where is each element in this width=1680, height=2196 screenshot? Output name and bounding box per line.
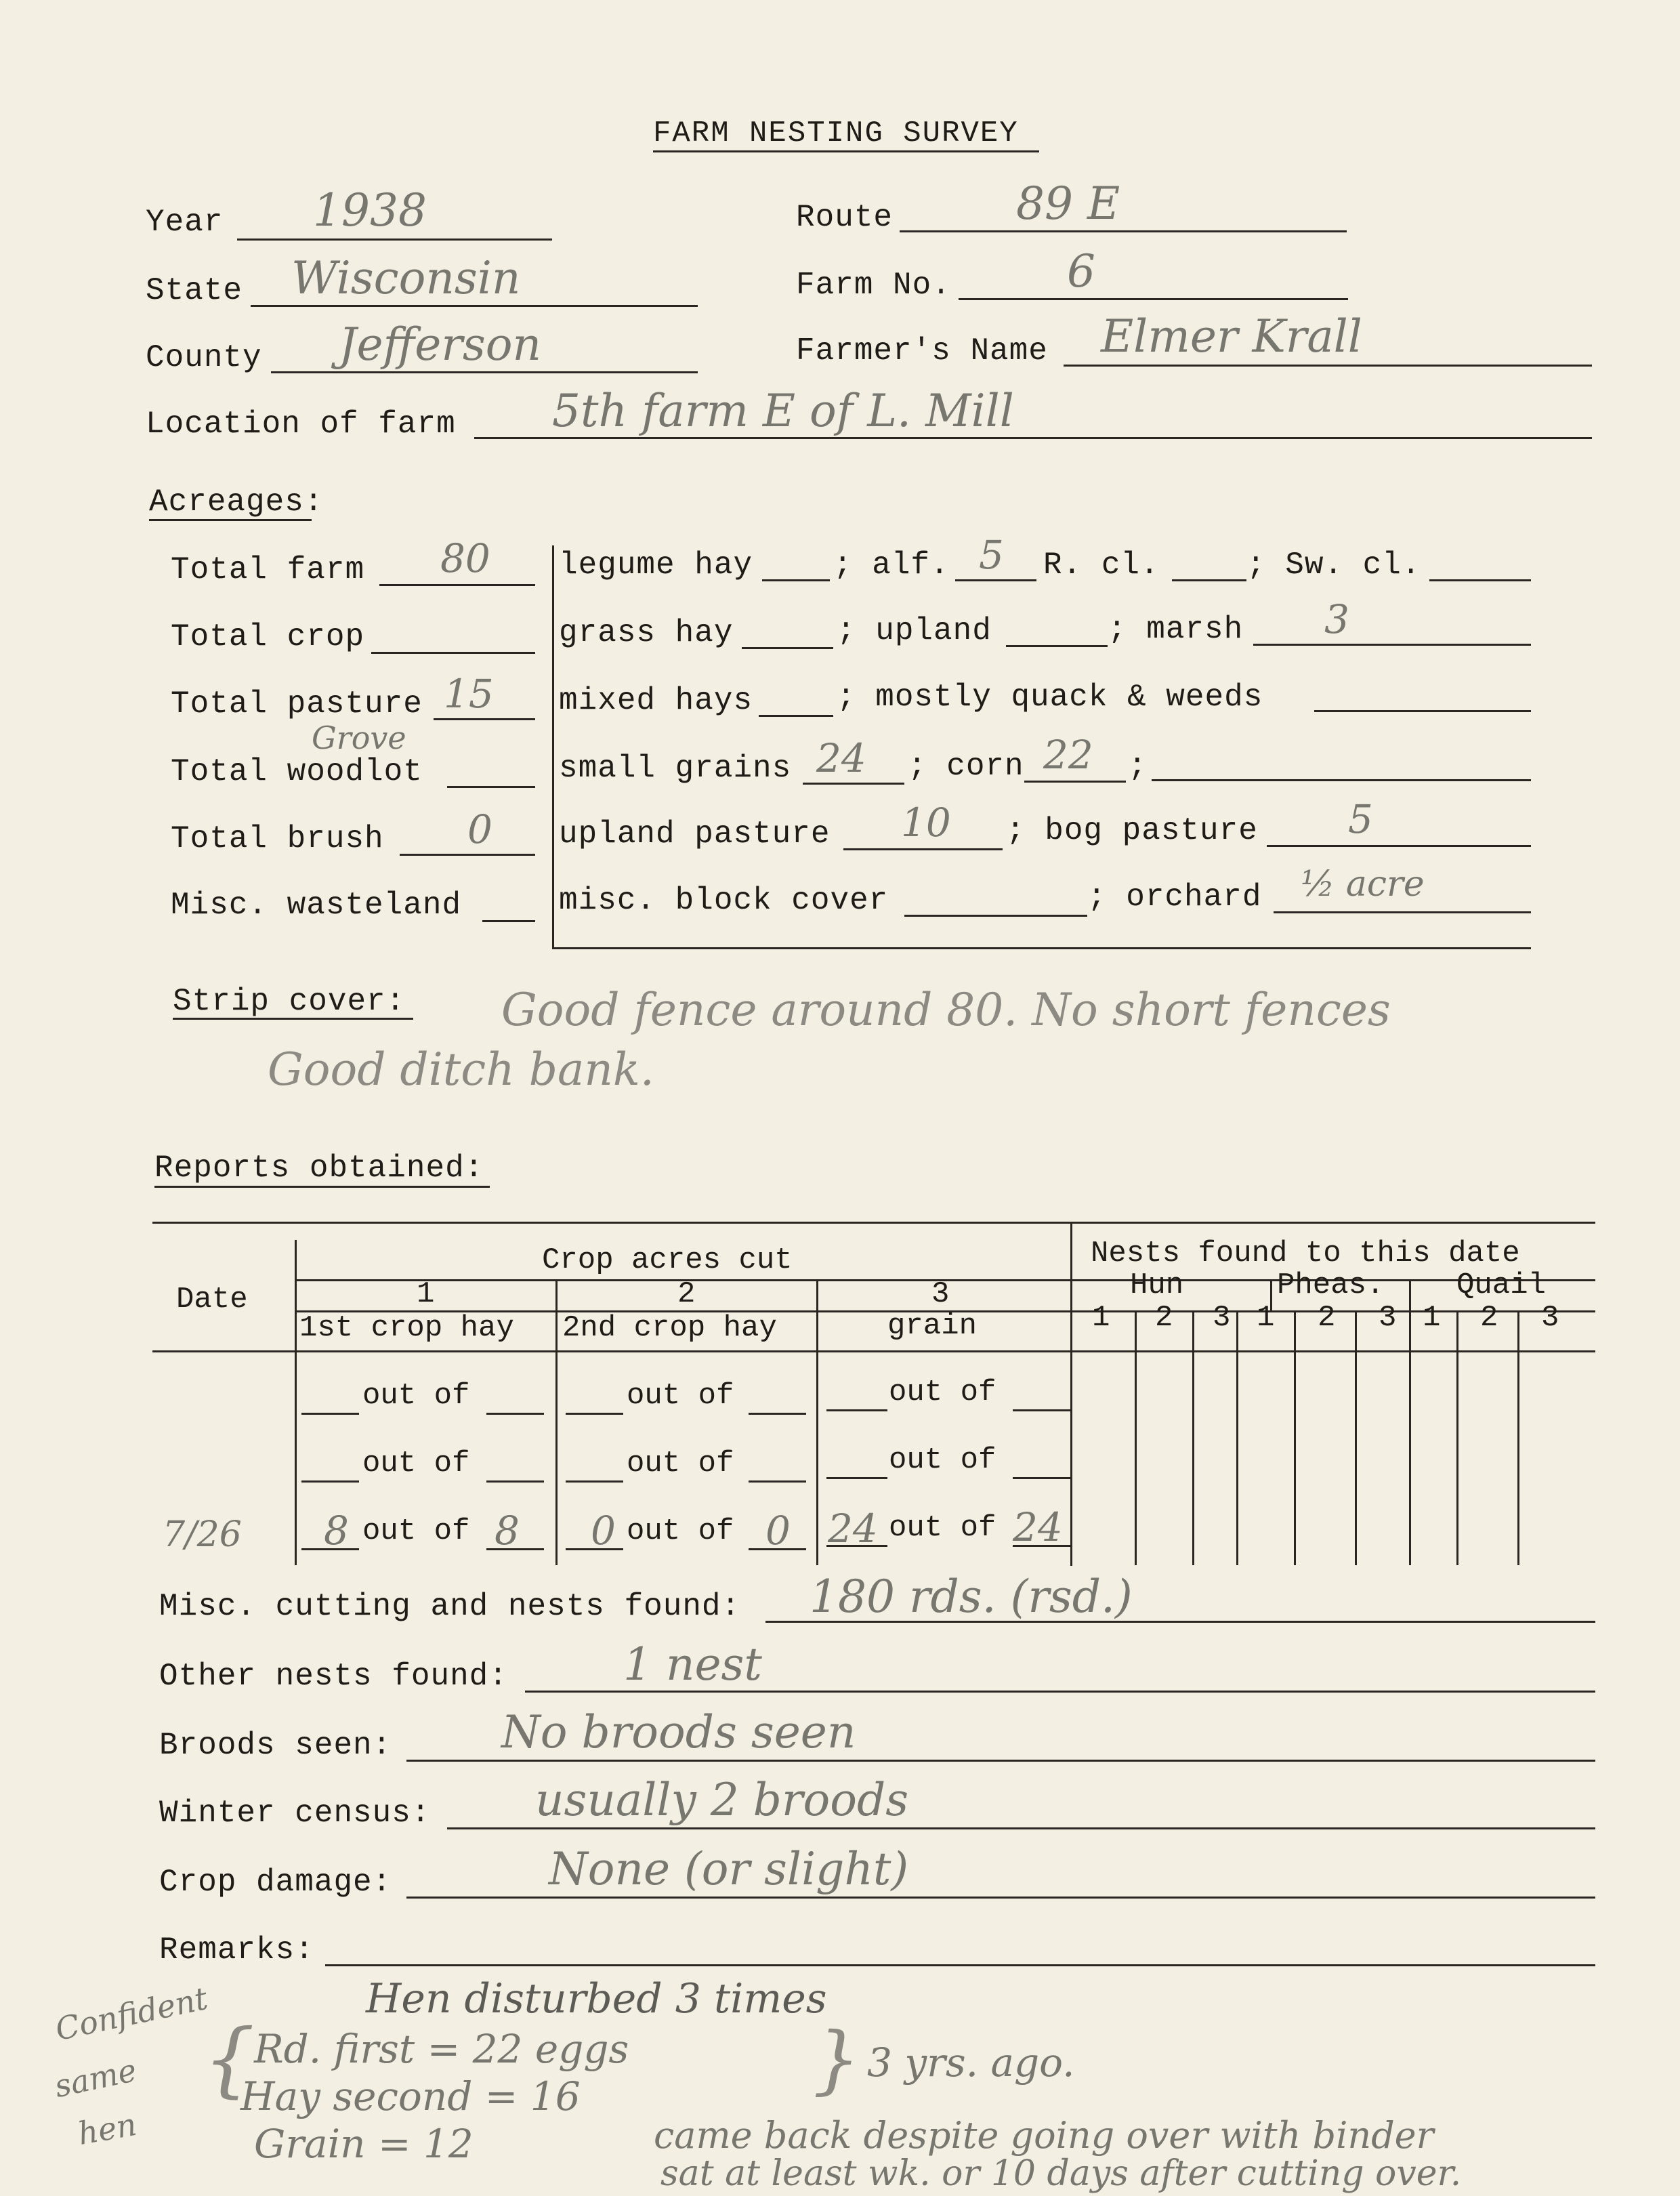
acreage-bottom-line — [552, 947, 1531, 949]
state-label: State — [146, 273, 243, 308]
row3-c2-a: 0 — [591, 1508, 616, 1554]
small-grains-value: 24 — [816, 735, 866, 781]
farmer-line[interactable] — [1064, 365, 1592, 367]
r-cl-label: R. cl. — [1043, 547, 1160, 583]
bog-pasture-label: ; bog pasture — [1006, 813, 1258, 848]
row1-c3-outof: out of — [889, 1375, 996, 1409]
misc-block-label: misc. block cover — [559, 883, 889, 918]
total-brush-value: 0 — [467, 806, 492, 852]
year-label: Year — [146, 205, 224, 240]
row1-c3-b[interactable] — [1013, 1409, 1070, 1411]
nest-col-4 — [1294, 1310, 1296, 1565]
col1-number: 1 — [417, 1277, 435, 1311]
county-label: County — [146, 340, 262, 375]
location-value: 5th farm E of L. Mill — [552, 385, 1014, 437]
mostly-quack-label: ; mostly quack & weeds — [837, 680, 1263, 715]
pheas-header: Pheas. — [1277, 1268, 1385, 1302]
row2-c2-b[interactable] — [749, 1480, 806, 1483]
strip-cover-line1: Good fence around 80. No short fences — [501, 984, 1391, 1036]
location-label: Location of farm — [146, 407, 456, 442]
reports-underline — [154, 1186, 490, 1188]
pheas-quail-divider — [1409, 1279, 1411, 1310]
nest-col-1 — [1135, 1310, 1137, 1565]
woodlot-note: Grove — [312, 720, 406, 756]
row3-date: 7/26 — [163, 1514, 242, 1555]
farm-no-line[interactable] — [959, 298, 1348, 300]
row2-c2-outof: out of — [627, 1447, 734, 1480]
upland-pasture-label: upland pasture — [559, 816, 831, 852]
note-came-back: came back despite going over with binder — [654, 2114, 1434, 2157]
state-value: Wisconsin — [291, 252, 521, 304]
upland-pasture-line[interactable] — [843, 848, 1003, 850]
nest-col-6 — [1409, 1310, 1411, 1565]
row3-c1-a: 8 — [324, 1508, 349, 1554]
margin-note-2: same — [51, 2051, 140, 2105]
sw-cl-line[interactable] — [1429, 579, 1531, 581]
col3-number: 3 — [931, 1277, 950, 1311]
nest-col-8 — [1517, 1310, 1519, 1565]
hun-3: 3 — [1213, 1301, 1231, 1335]
total-pasture-value: 15 — [444, 671, 494, 717]
misc-block-line[interactable] — [904, 915, 1087, 917]
winter-census-value: usually 2 broods — [535, 1774, 909, 1826]
row2-c2-a[interactable] — [566, 1480, 623, 1483]
acreage-divider — [552, 545, 554, 949]
total-farm-value: 80 — [440, 535, 490, 581]
note-hen-disturbed: Hen disturbed 3 times — [366, 1975, 827, 2023]
total-brush-line[interactable] — [400, 854, 535, 856]
quail-header: Quail — [1456, 1268, 1547, 1302]
total-farm-label: Total farm — [171, 552, 365, 587]
farmer-value: Elmer Krall — [1101, 310, 1362, 362]
strip-cover-line2: Good ditch bank. — [268, 1043, 654, 1096]
row2-c3-a[interactable] — [826, 1477, 887, 1479]
header-bottom-line — [152, 1350, 1595, 1352]
route-line[interactable] — [900, 230, 1347, 232]
crop-acres-header: Crop acres cut — [542, 1243, 793, 1277]
row3-c2-outof: out of — [627, 1514, 734, 1548]
nest-col-2 — [1192, 1310, 1194, 1565]
farm-no-value: 6 — [1067, 245, 1095, 297]
col1-name: 1st crop hay — [299, 1311, 514, 1345]
corn-value: 22 — [1043, 732, 1093, 778]
pheas-3: 3 — [1379, 1301, 1397, 1335]
remarks-line[interactable] — [325, 1964, 1595, 1966]
col1-col2-divider — [555, 1279, 558, 1565]
title-underline — [653, 150, 1039, 152]
misc-wasteland-label: Misc. wasteland — [171, 888, 462, 923]
total-woodlot-line[interactable] — [447, 786, 535, 788]
note-rd-first: Rd. first = 22 eggs — [254, 2026, 629, 2072]
reports-heading: Reports obtained: — [154, 1151, 484, 1186]
winter-census-label: Winter census: — [159, 1796, 431, 1831]
total-farm-line[interactable] — [379, 584, 535, 586]
row2-c3-outof: out of — [889, 1443, 996, 1477]
corn-label: ; corn — [908, 749, 1024, 784]
note-yrs-ago: 3 yrs. ago. — [867, 2039, 1075, 2086]
brace-left-icon: { — [203, 2012, 255, 2107]
margin-note-1: Confident — [51, 1979, 211, 2048]
total-pasture-line[interactable] — [434, 718, 535, 720]
grass-hay-label: grass hay — [559, 615, 734, 650]
legume-hay-label: legume hay — [559, 547, 753, 583]
marsh-label: ; marsh — [1108, 612, 1244, 647]
corn-line[interactable] — [1024, 781, 1126, 783]
semicolon: ; — [1128, 749, 1148, 784]
row1-c1-a[interactable] — [301, 1413, 359, 1415]
year-line[interactable] — [237, 239, 552, 241]
row3-c1-outof: out of — [362, 1514, 470, 1548]
upland-pasture-value: 10 — [901, 800, 951, 846]
orchard-value: ½ acre — [1301, 864, 1425, 905]
upland-line[interactable] — [1006, 645, 1108, 647]
row2-c3-b[interactable] — [1013, 1477, 1070, 1479]
strip-cover-underline — [173, 1018, 413, 1020]
crop-damage-value: None (or slight) — [549, 1843, 909, 1895]
broods-value: No broods seen — [501, 1706, 856, 1758]
row1-c2-a[interactable] — [566, 1413, 623, 1415]
other-nests-label: Other nests found: — [159, 1659, 508, 1694]
other-nests-value: 1 nest — [623, 1638, 762, 1691]
total-woodlot-label: Total woodlot — [171, 754, 423, 789]
legume-hay-line[interactable] — [762, 579, 830, 581]
misc-cutting-value: 180 rds. (rsd.) — [810, 1571, 1133, 1623]
remarks-label: Remarks: — [159, 1932, 314, 1968]
orchard-label: ; orchard — [1087, 879, 1262, 915]
date-header: Date — [176, 1283, 248, 1317]
nest-col-5 — [1355, 1310, 1357, 1565]
row2-c1-a[interactable] — [301, 1480, 359, 1483]
broods-label: Broods seen: — [159, 1728, 392, 1763]
row3-c1-b: 8 — [495, 1508, 520, 1554]
r-cl-line[interactable] — [1172, 579, 1246, 581]
alf-label: ; alf. — [833, 547, 950, 583]
strip-cover-label: Strip cover: — [173, 984, 406, 1019]
row1-c2-b[interactable] — [749, 1413, 806, 1415]
bog-pasture-value: 5 — [1348, 796, 1373, 842]
form-title: FARM NESTING SURVEY — [653, 117, 1019, 150]
row1-c2-outof: out of — [627, 1379, 734, 1413]
note-grain: Grain = 12 — [254, 2121, 474, 2167]
row3-c3-b: 24 — [1013, 1504, 1063, 1550]
col3-name: grain — [887, 1309, 978, 1343]
crop-nests-divider — [1070, 1222, 1072, 1566]
winter-census-line[interactable] — [447, 1827, 1595, 1829]
mixed-hays-line[interactable] — [759, 715, 833, 717]
marsh-value: 3 — [1324, 596, 1349, 642]
alf-line[interactable] — [955, 579, 1036, 581]
bog-pasture-line[interactable] — [1267, 845, 1531, 847]
misc-cutting-label: Misc. cutting and nests found: — [159, 1589, 741, 1624]
crop-damage-line[interactable] — [406, 1897, 1595, 1899]
row1-c1-outof: out of — [362, 1379, 470, 1413]
misc-wasteland-line[interactable] — [482, 920, 535, 922]
mixed-hays-label: mixed hays — [559, 683, 753, 718]
row3-c3-a: 24 — [828, 1506, 878, 1552]
nest-col-3 — [1236, 1310, 1238, 1565]
nest-col-7 — [1456, 1310, 1458, 1565]
small-grains-line[interactable] — [803, 783, 904, 785]
row2-c1-outof: out of — [362, 1447, 470, 1480]
note-sat-at-least: sat at least wk. or 10 days after cutting over. — [660, 2153, 1462, 2194]
county-value: Jefferson — [339, 318, 541, 371]
hun-header: Hun — [1130, 1268, 1184, 1302]
total-brush-label: Total brush — [171, 821, 384, 856]
small-grains-label: small grains — [559, 751, 792, 786]
quail-2: 2 — [1480, 1301, 1498, 1335]
mostly-quack-line[interactable] — [1314, 710, 1531, 712]
sw-cl-label: ; Sw. cl. — [1246, 547, 1421, 583]
col2-col3-divider — [816, 1279, 818, 1565]
date-col-divider — [295, 1240, 297, 1565]
upland-label: ; upland — [837, 613, 992, 648]
acreages-underline — [149, 519, 312, 521]
pheas-2: 2 — [1318, 1301, 1336, 1335]
nests-header: Nests found to this date — [1091, 1237, 1520, 1270]
hun-2: 2 — [1155, 1301, 1173, 1335]
acreages-heading: Acreages: — [149, 484, 324, 520]
pheas-1: 1 — [1257, 1301, 1275, 1335]
brace-right-icon: } — [813, 2016, 860, 2102]
margin-note-3: hen — [75, 2105, 140, 2153]
row1-c1-b[interactable] — [486, 1413, 544, 1415]
other-nests-line[interactable] — [525, 1691, 1595, 1693]
route-value: 89 E — [1016, 178, 1120, 230]
row3-c2-b: 0 — [765, 1508, 791, 1554]
col2-number: 2 — [677, 1277, 696, 1311]
grass-hay-line[interactable] — [742, 647, 833, 649]
col2-name: 2nd crop hay — [562, 1311, 777, 1345]
table-top-line — [152, 1222, 1595, 1224]
orchard-line[interactable] — [1274, 911, 1531, 913]
quail-3: 3 — [1541, 1301, 1559, 1335]
hun-1: 1 — [1092, 1301, 1110, 1335]
farmer-label: Farmer's Name — [796, 333, 1048, 369]
broods-line[interactable] — [406, 1760, 1595, 1762]
row1-c3-a[interactable] — [826, 1409, 887, 1411]
alf-value: 5 — [979, 532, 1004, 578]
farm-no-label: Farm No. — [796, 268, 951, 303]
extra-crop-line[interactable] — [1152, 779, 1531, 781]
note-hay-second: Hay second = 16 — [240, 2073, 581, 2119]
total-crop-line[interactable] — [371, 652, 535, 654]
county-line[interactable] — [271, 371, 698, 373]
total-crop-label: Total crop — [171, 619, 365, 655]
quail-1: 1 — [1423, 1301, 1441, 1335]
crop-damage-label: Crop damage: — [159, 1865, 392, 1900]
total-pasture-label: Total pasture — [171, 686, 423, 722]
marsh-line[interactable] — [1253, 644, 1531, 646]
row2-c1-b[interactable] — [486, 1480, 544, 1483]
route-label: Route — [796, 200, 894, 235]
location-line[interactable] — [474, 437, 1592, 439]
state-line[interactable] — [251, 305, 698, 307]
year-value: 1938 — [313, 184, 427, 236]
row3-c3-outof: out of — [889, 1511, 996, 1545]
